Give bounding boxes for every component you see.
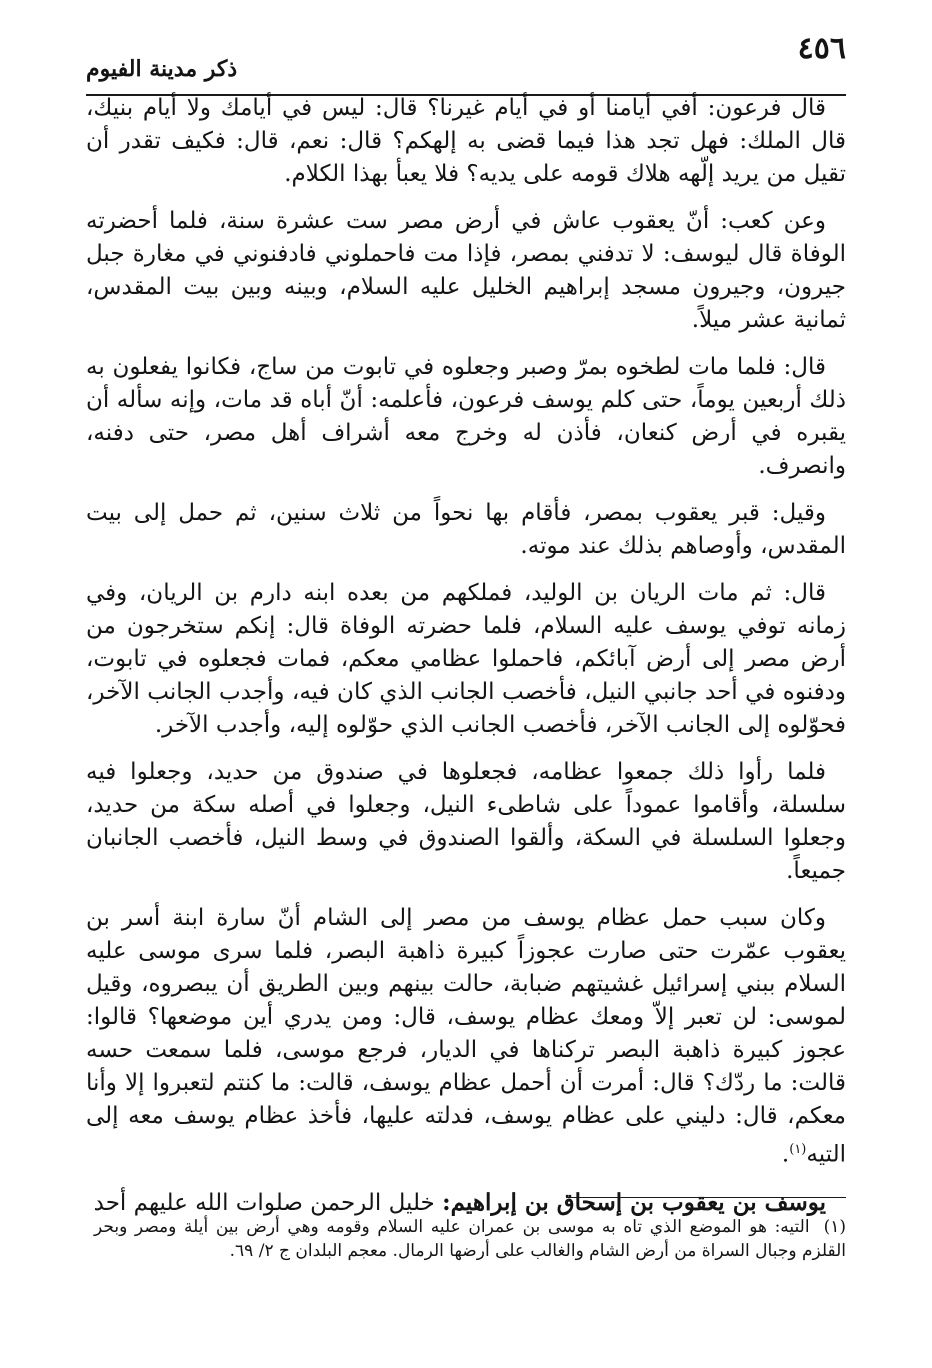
paragraph-5: قال: ثم مات الريان بن الوليد، فملكهم من بعده ابنه دارم بن الريان، وفي زمانه توفي يوسف عليه السلام، فلما حضرته الوفاة قال: إنكم ستخرجون من أرض مصر إلى أرض آبائكم، فاحملوا عظامي معكم، فمات فجعلوه في تابوت، ودفنوه في أحد جانبي النيل، فأخصب الجانب الذي كان فيه، وأجدب الجانب الآخر، فحوّلوه إلى الجانب الآخر، فأخصب الجانب الذي حوّلوه إليه، وأجدب الآخر. [86, 580, 846, 738]
running-title: ذكر مدينة الفيوم [86, 56, 238, 82]
paragraph-7-text: وكان سبب حمل عظام يوسف من مصر إلى الشام أنّ سارة ابنة أسر بن يعقوب عمّرت حتى صارت عجوزاً كبيرة ذاهبة البصر، فلما سرى موسى عليه السلام ببني إسرائيل غشيتهم ضبابة، حالت بينهم وبين الطريق أن يبصروه، وقيل لموسى: لن تعبر إلاّ ومعك عظام يوسف، قال: ومن يدري أين موضعها؟ قالوا: عجوز كبيرة ذاهبة البصر تركناها في الديار، فرجع موسى، فلما سمعت حسه قالت: ما ردّك؟ قال: أمرت أن أحمل عظام يوسف، قالت: ما كنتم لتعبروا إلا وأنا معكم، قال: دليني على عظام يوسف، فدلته عليها، فأخذ عظام يوسف معه إلى التيه [86, 905, 846, 1168]
paragraph-2: وعن كعب: أنّ يعقوب عاش في أرض مصر ست عشرة سنة، فلما أحضرته الوفاة قال ليوسف: لا تدفني بمصر، فإذا مت فاحملوني فادفنوني في مغارة جبل جيرون، وجيرون مسجد إبراهيم الخليل عليه السلام، وبينه وبين بيت المقدس، ثمانية عشر ميلاً. [86, 208, 846, 333]
page-number: ٤٥٦ [797, 31, 846, 66]
page-header [86, 32, 846, 96]
paragraph-6: فلما رأوا ذلك جمعوا عظامه، فجعلوها في صندوق من حديد، وجعلوا فيه سلسلة، وأقاموا عموداً على شاطىء النيل، وجعلوا في أصله سكة من حديد، وجعلوا السلسلة في السكة، وألقوا الصندوق في وسط النيل، فأخصب الجانبان جميعاً. [86, 759, 846, 884]
paragraph-8-lead: يوسف بن يعقوب بن إسحاق بن إبراهيم: [442, 1188, 826, 1216]
paragraph-1: قال فرعون: أفي أيامنا أو في أيام غيرنا؟ قال: ليس في أيامك ولا أيام بنيك، قال الملك: فهل تجد هذا فيما قضى به إلهكم؟ قال: نعم، قال: فكيف تقدر أن تقيل من يريد إلّهه هلاك قومه على يديه؟ فلا يعبأ بهذا الكلام. [86, 95, 846, 187]
paragraph-7 [86, 902, 846, 1172]
footnote-reference: (١) [789, 1142, 807, 1157]
footnote-marker: (١) [823, 1217, 846, 1237]
paragraph-4: وقيل: قبر يعقوب بمصر، فأقام بها نحواً من ثلاث سنين، ثم حمل إلى بيت المقدس، وأوصاهم بذلك عند موته. [86, 500, 846, 559]
footnote-text: التيه: هو الموضع الذي تاه به موسى بن عمران عليه السلام وقومه وهي أرض بين أيلة ومصر وبحر القلزم وجبال السراة من أرض الشام والغالب على أرضها الرمال. معجم البلدان ج ٢/ ٦٩. [94, 1217, 846, 1261]
paragraph-8-text: خليل الرحمن صلوات الله عليهم أحد [93, 1189, 443, 1216]
paragraph-3: قال: فلما مات لطخوه بمرّ وصبر وجعلوه في تابوت من ساج، فكانوا يفعلون به ذلك أربعين يوماً، حتى كلم يوسف فرعون، فأعلمه: أنّ أباه قد مات، وإنه سأله أن يقبره في أرض كنعان، فأذن له وخرج معه أشراف أهل مصر، حتى دفنه، وانصرف. [86, 354, 846, 479]
footnotes [94, 1215, 846, 1263]
paragraph-7-end: . [781, 1141, 790, 1168]
footnote-divider [566, 1197, 846, 1198]
body-text [86, 92, 846, 1234]
